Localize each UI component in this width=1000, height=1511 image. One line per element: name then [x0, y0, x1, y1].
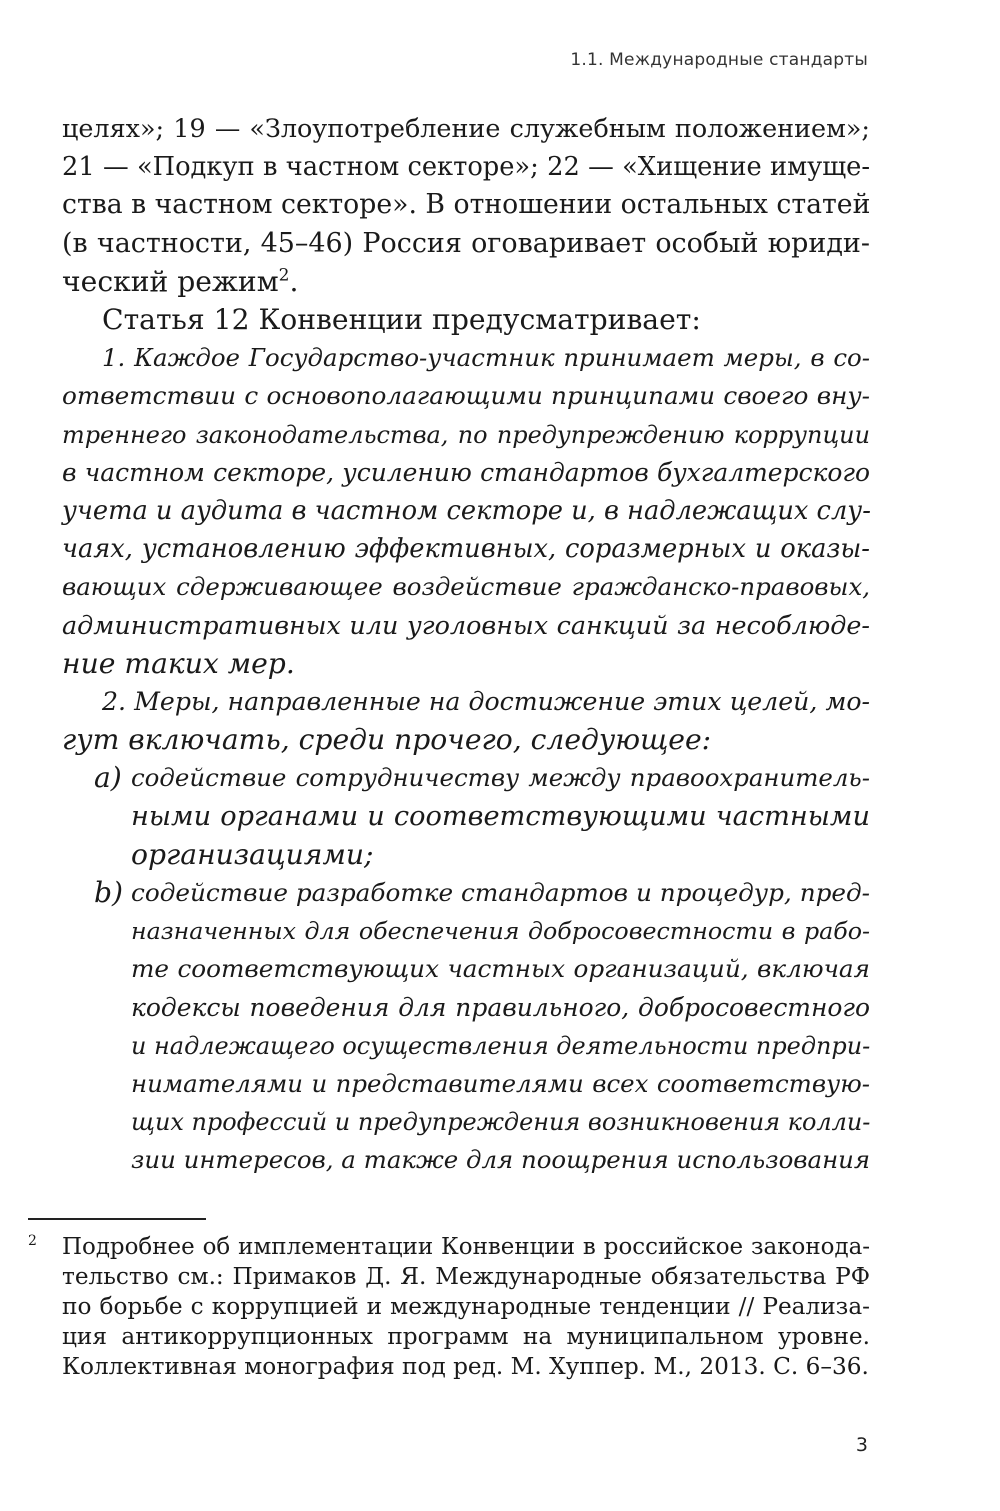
paragraph-continuation [62, 110, 870, 301]
text-line: ными органами и соответствующими частными [131, 800, 870, 832]
quote-clause-1 [62, 339, 870, 683]
list-item-body [94, 874, 870, 1180]
footnote-line: по борьбе с коррупцией и международные тенденции // Реализа- [62, 1293, 870, 1320]
text-line: 21 — «Подкуп в частном секторе»; 22 — «Хищение имуще- [62, 152, 870, 183]
text-line: содействие сотрудничеству между правоохранитель- [131, 763, 870, 793]
text-line: и надлежащего осуществления деятельности предпри- [131, 1031, 871, 1060]
text-line: (в частности, 45–46) Россия оговаривает особый юриди- [62, 227, 870, 259]
list-marker: a) [94, 761, 122, 795]
footnote-divider [28, 1218, 206, 1220]
main-text [62, 110, 870, 1180]
list-item-body [94, 759, 870, 874]
running-head: 1.1. Международные стандарты [570, 50, 868, 70]
text-line: ние таких мер. [62, 646, 295, 680]
text-line: чаях, установлению эффективных, соразмерных и оказы- [62, 534, 870, 565]
footnote-line: Коллективная монография под ред. М. Хуппер. М., 2013. С. 6–36. [62, 1353, 869, 1380]
text-line: организациями; [131, 837, 374, 871]
text-line: кодексы поведения для правильного, добросовестного [131, 992, 870, 1022]
text-line: ответствии с основополагающими принципами своего вну- [62, 381, 870, 411]
text-line: те соответствующих частных организаций, включая [131, 954, 870, 984]
text-line: зии интересов, а также для поощрения использования [131, 1145, 871, 1175]
paragraph-article-12 [62, 301, 870, 339]
text-line: административных или уголовных санкций за несоблюде- [62, 610, 870, 641]
list-marker: b) [94, 876, 124, 910]
text-fragment: . [289, 264, 299, 298]
text-line: 2. Меры, направленные на достижение этих целей, мо- [102, 687, 870, 717]
footnote-line: тельство см.: Примаков Д. Я. Международные обязательства РФ [62, 1263, 870, 1290]
text-line: учета и аудита в частном секторе и, в надлежащих слу- [62, 496, 871, 527]
text-line: вающих сдерживающее воздействие гражданско-правовых, [62, 572, 870, 602]
footnote-line: ция антикоррупционных программ на муниципальном уровне. [62, 1323, 870, 1350]
footnote-body [62, 1232, 870, 1382]
text-line: ства в частном секторе». В отношении остальных статей [62, 189, 871, 221]
text-line: в частном секторе, усилению стандартов бухгалтерского [62, 457, 870, 487]
text-line: треннего законодательства, по предупреждению коррупции [62, 420, 870, 449]
text-line [62, 263, 870, 301]
text-line: гут включать, среди прочего, следующее: [62, 723, 712, 757]
footnote-reference: 2 [278, 265, 290, 286]
quote-clause-2 [62, 683, 870, 759]
text-line: 1. Каждое Государство-участник принимает меры, в со- [102, 343, 870, 373]
text-line: щих профессий и предупреждения возникновения колли- [131, 1108, 871, 1137]
footnote-marker: 2 [28, 1233, 37, 1249]
list-item-a [62, 759, 870, 874]
text-fragment: ческий режим [62, 264, 279, 298]
text-line: Статья 12 Конвенции предусматривает: [102, 303, 701, 337]
text-line: нимателями и представителями всех соответствую- [131, 1069, 870, 1099]
list-item-b [62, 874, 870, 1180]
footnote [28, 1232, 870, 1382]
page-number: 3 [855, 1434, 868, 1456]
text-line: содействие разработке стандартов и процедур, пред- [131, 878, 870, 908]
text-line: назначенных для обеспечения добросовестности в рабо- [131, 917, 870, 946]
footnote-line: Подробнее об имплементации Конвенции в российское законода- [62, 1234, 870, 1260]
text-line: целях»; 19 — «Злоупотребление служебным положением»; [62, 114, 870, 144]
